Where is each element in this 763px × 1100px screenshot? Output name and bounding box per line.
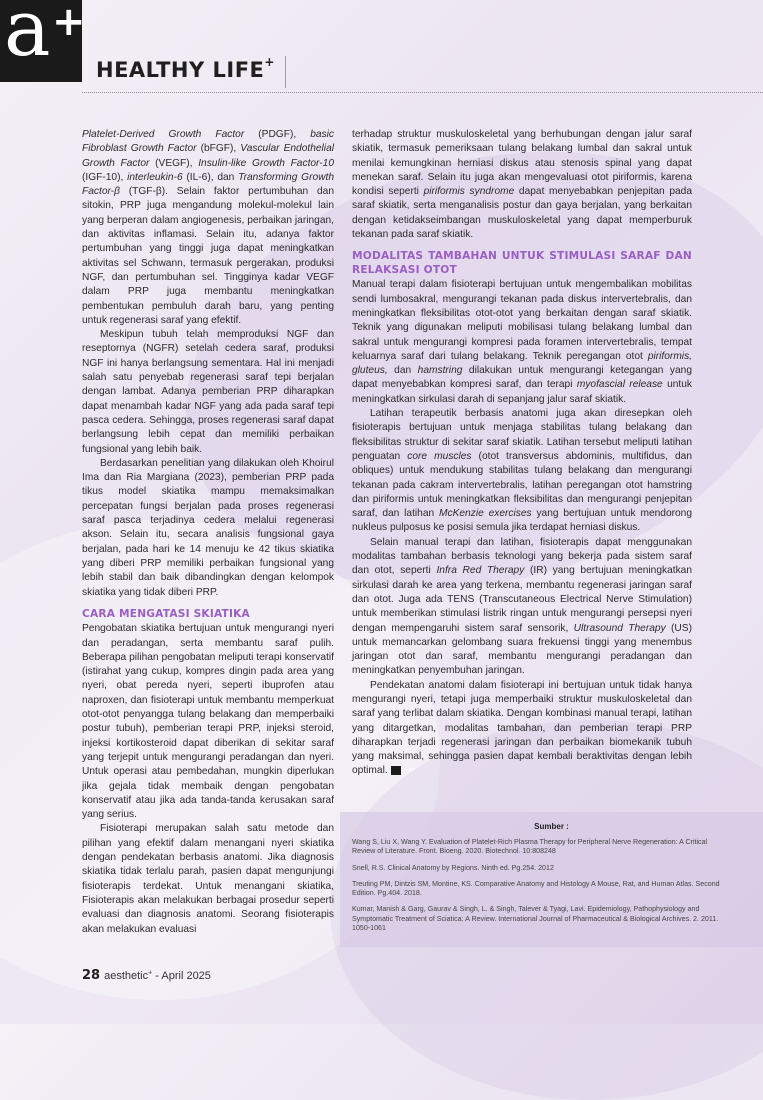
paragraph: Selain manual terapi dan latihan, fisioterapis dapat menggunakan modalitas tambahan berbasis teknologi yang bekerja pada sistem saraf dan otot, seperti Infra Red Therapy (IR) yang bertujuan meningkatkan sirkulasi darah ke area yang terkena, membantu regenerasi jaringan saraf dan otot. Juga ada TENS (Transcutaneous Electrical Nerve Stimulation) untuk memberikan stimulasi listrik ringan untuk mengurangi persepsi nyeri dengan mempengaruhi sistem saraf sensorik, Ultrasound Therapy (US) untuk memancarkan gelombang suara frekuensi tinggi yang menembus jaringan otot dan saraf, membantu mengurangi peradangan dan meningkatkan penyembuhan jaringan. <box>352 536 693 677</box>
brand-logo <box>0 0 86 82</box>
paragraph: Platelet-Derived Growth Factor (PDGF), basic Fibroblast Growth Factor (bFGF), Vascular Endothelial Growth Factor (VEGF), Insulin-like Growth Factor-10 (IGF-10), interleukin-6 (IL-6), dan Transforming Growth Factor-β (TGF-β). Selain faktor pertumbuhan dan sitokin, PRP juga mengandung molekul-molekul lain yang berperan dalam angiogenesis, perbaikan jaringan, dan aktivitas inflamasi. Selain itu, adanya faktor pertumbuhan yang tinggi juga dapat meningkatkan aktivitas sel Schwann, termasuk pergerakan, produksi NGF, dan pertumbuhan sel. Tingginya kadar VEGF dalam PRP juga membantu meningkatkan pembentukan pembuluh darah baru, yang penting untuk regenerasi saraf yang efektif. <box>82 129 334 326</box>
section-title: HEALTHY LIFE+ <box>96 55 275 82</box>
header-divider <box>285 56 286 88</box>
paragraph: terhadap struktur muskuloskeletal yang berhubungan dengan jalur saraf skiatik, termasuk pemeriksaan tulang belakang lumbal dan sakral untuk menilai kemungkinan herniasi diskus atau stenosis spinal yang dapat menekan saraf. Selain itu juga akan mengevaluasi otot piriformis, karena kondisi seperti piriformis syndrome dapat menyebabkan penjepitan pada saraf skiatik, serta menganalisis postur dan gaya berjalan, yang berkaitan dengan ketidakseimbangan muskuloskeletal yang dapat memperburuk tekanan pada saraf skiatik. <box>352 129 692 241</box>
left-column <box>82 128 334 937</box>
source-item: Kumar, Manish & Garg, Gaurav & Singh, L. & Singh, Talever & Tyagi, Lavi. Epidemiology, Pathophysiology and Symptomatic Treatment of Sciatica: A Review. International Journal of Pharmaceutical & Biological Archives. 2. 2011. 1050-1061 <box>352 905 719 933</box>
end-mark-icon: a+ <box>391 766 401 775</box>
paragraph: Pengobatan skiatika bertujuan untuk mengurangi nyeri dan peradangan, serta membantu saraf pulih. Beberapa pilihan pengobatan meliputi terapi konservatif (istirahat yang cukup, kompres dingin pada area yang nyeri, obat pereda nyeri, seperti ibuprofen atau naproxen, dan fisioterapi untuk membantu memperkuat otot-otot penyangga tulang belakang dan memperbaiki postur tubuh), pemberian terapi PRP, injeksi steroid, injeksi kortikosteroid dapat diberikan di sekitar saraf yang terjepit untuk mengurangi peradangan dan nyeri. Untuk operasi atau pembedahan, mungkin diperlukan jika gejala tidak membaik dengan pengobatan konservatif atau jika ada tanda-tanda kerusakan saraf yang serius. <box>82 623 334 821</box>
logo-letter: a <box>4 0 51 74</box>
paragraph: Manual terapi dalam fisioterapi bertujuan untuk mengembalikan mobilitas sendi lumbosakral, mengurangi tekanan pada diskus intervertebralis, dan meningkatkan fleksibilitas otot-otot yang berkaitan dengan saraf skiatik. Teknik yang digunakan meliputi mobilisasi tulang belakang lumbal dan sakral untuk mengurangi kompresi pada foramen intervertebralis, tempat keluarnya saraf dari tulang belakang. Teknik peregangan otot piriformis, gluteus, dan hamstring dilakukan untuk mengurangi ketegangan yang dapat menyebabkan kompresi saraf, dan terapi myofascial release untuk meningkatkan sirkulasi darah di sepanjang jalur saraf skiatik. <box>352 279 692 405</box>
sources-title: Sumber : <box>534 822 569 831</box>
paragraph: Meskipun tubuh telah memproduksi NGF dan reseptornya (NGFR) setelah cedera saraf, produksi NGF ini hanya berlangsung sementara. Hal ini menjadi salah satu penyebab regenerasi saraf tepi berjalan dengan lambat. Adanya pemberian PRP diharapkan dapat menambah kadar NGF yang ada pada saraf tepi pasca cedera. Sehingga, proses regenerasi saraf dapat berlangsung lebih cepat dan memiliki perbaikan fungsional yang lebih baik. <box>82 329 334 455</box>
logo-plus: + <box>52 0 86 45</box>
paragraph: Pendekatan anatomi dalam fisioterapi ini bertujuan untuk tidak hanya mengurangi nyeri, tetapi juga memperbaiki struktur muskuloskeletal dan saraf yang terlibat dalam skiatika. Dengan kombinasi manual terapi, latihan yang ditargetkan, modalitas tambahan, dan pemberian terapi PRP diharapkan terjadi regenerasi jaringan dan perbaikan biomekanik tubuh yang maksimal, sehingga pasien dapat kembali beraktivitas dengan lebih optimal. a+ <box>352 679 692 777</box>
page-footer: 28 aesthetic+ - April 2025 <box>82 968 211 983</box>
magazine-name: aesthetic <box>104 970 149 982</box>
issue-date: - April 2025 <box>152 970 211 982</box>
paragraph: Berdasarkan penelitian yang dilakukan oleh Khoirul Ima dan Ria Margiana (2023), pemberian PRP pada tikus model skiatika mampu memaksimalkan percepatan fungsi berjalan pada proses regenerasi saraf pasca terjadinya cedera melalui regenerasi akson. Selain itu, secara analisis fungsional gaya berjalan, pada hari ke 14 menuju ke 42 tikus skiatika yang diberi PRP memiliki perbaikan fungsional yang lebih stabil dan baik dibandingkan dengan kelompok skiatika yang tidak diberi PRP. <box>82 457 334 598</box>
sources-list <box>352 838 722 940</box>
subheading: MODALITAS TAMBAHAN UNTUK STIMULASI SARAF DAN RELAKSASI OTOT <box>352 250 692 276</box>
source-item: Wang S, Liu X, Wang Y. Evaluation of Platelet-Rich Plasma Therapy for Peripheral Nerve Regeneration: A Critical Review of Literature. Front. Bioeng. 2020. Biotechnol. 10:808248 <box>352 838 708 856</box>
page-number: 28 <box>82 968 101 983</box>
source-item: Treuting PM, Dintzis SM, Montine, KS. Comparative Anatomy and Histology A Mouse, Rat, and Human Atlas. Second Edition. Pg.404. 2018. <box>352 879 720 898</box>
subheading: CARA MENGATASI SKIATIKA <box>82 607 250 620</box>
header-rule <box>82 92 763 93</box>
sources-box <box>340 812 763 947</box>
paragraph: Latihan terapeutik berbasis anatomi juga akan diresepkan oleh fisioterapis bertujuan untuk menjaga stabilitas tulang belakang dan fleksibilitas struktur di sekitar saraf skiatik. Latihan tersebut meliputi latihan penguatan core muscles (otot transversus abdominis, multifidus, dan obliques) untuk mendukung stabilitas tulang belakang dan mengurangi tekanan pada cakram intervertebralis, latihan peregangan otot hamstring dan piriformis untuk meningkatkan fleksibilitas dan mengurangi penjepitan saraf, dan latihan McKenzie exercises yang bertujuan untuk mendorong nukleus pulposus ke posisi semula jika terdapat herniasi diskus. <box>352 408 693 534</box>
right-column <box>352 128 692 779</box>
source-item: Snell, R.S. Clinical Anatomy by Regions. Ninth ed. Pg.254. 2012 <box>352 863 554 872</box>
paragraph: Fisioterapi merupakan salah satu metode dan pilihan yang efektif dalam menangani nyeri skiatika dengan pendekatan berbasis anatomi. Jika diagnosis skiatika tidak terlalu parah, pasien dapat mengunjungi fisioterapis terdekat. Untuk menangani skiatika, Fisioterapis akan melakukan berbagai prosedur seperti evaluasi dan diagnosis anatomi. Seorang fisioterapis akan melakukan evaluasi <box>82 823 334 935</box>
